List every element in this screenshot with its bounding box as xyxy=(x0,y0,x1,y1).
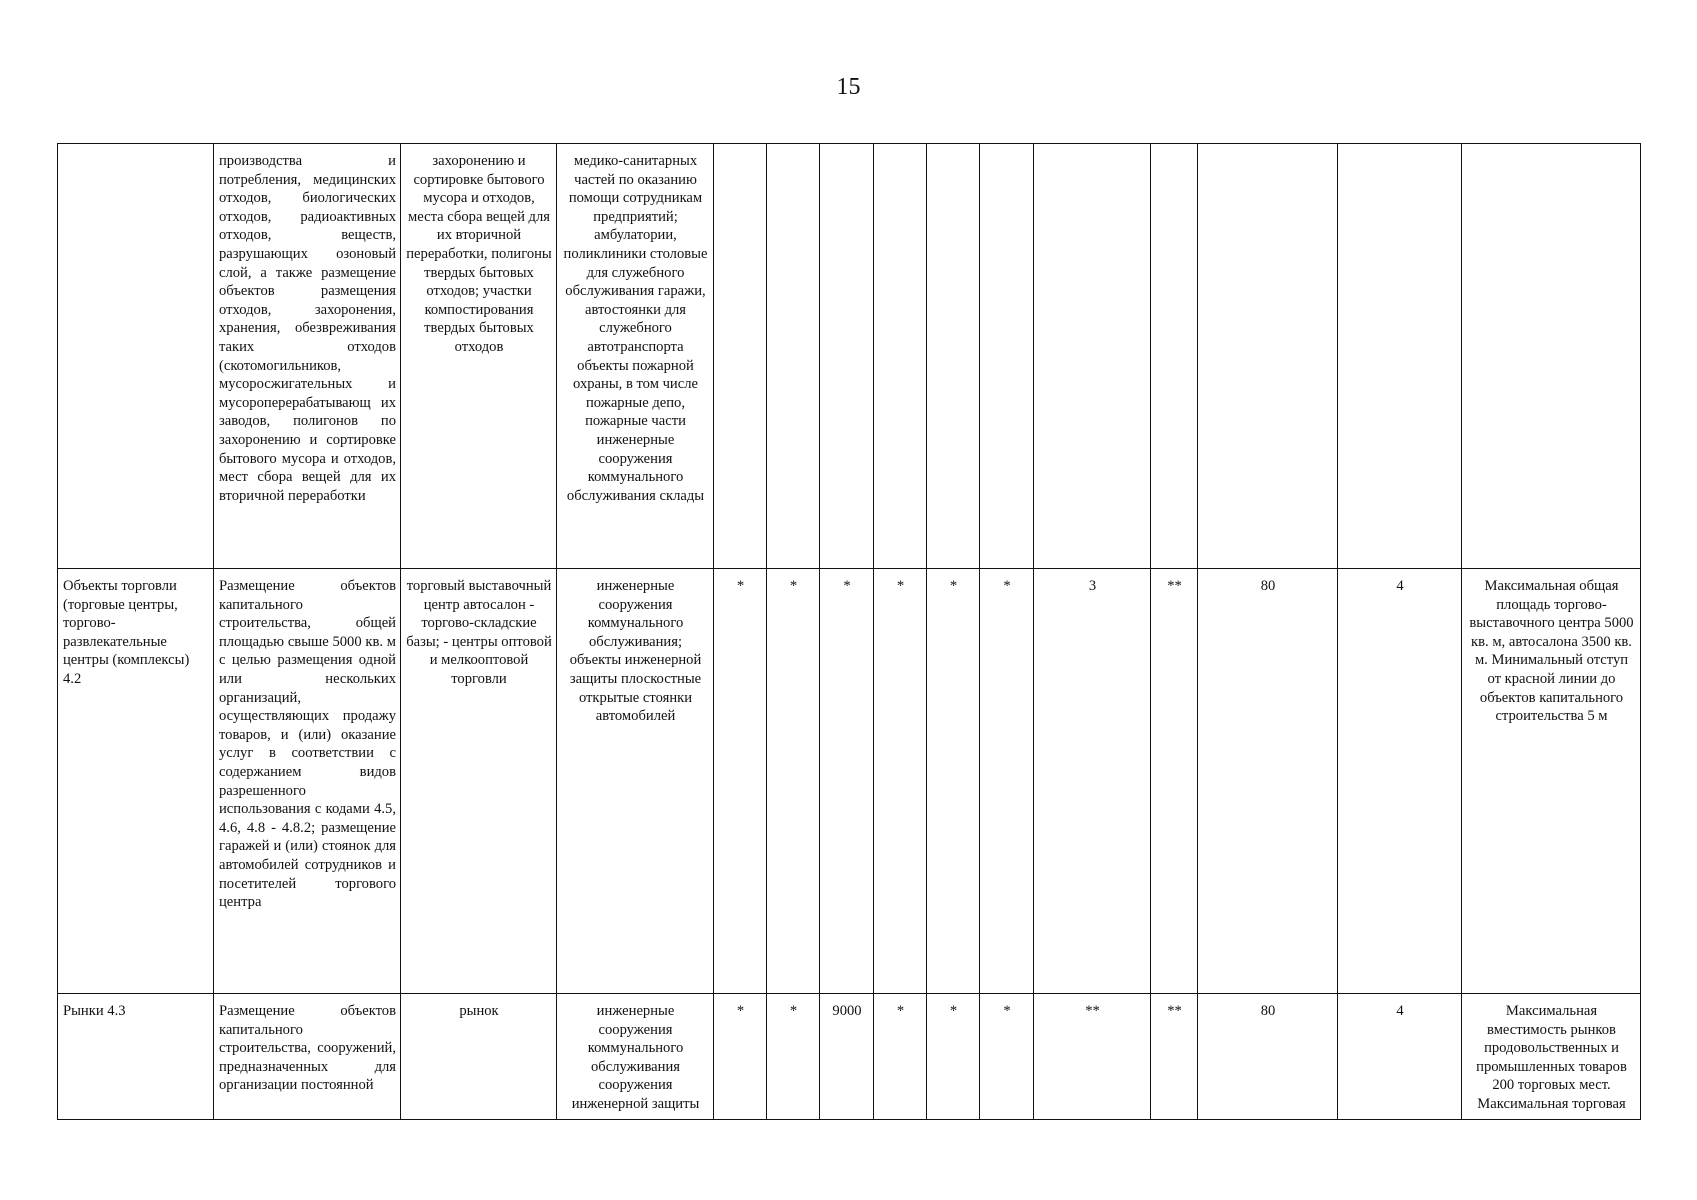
use-description-cell: Размещение объектов капитального строительства, общей площадью свыше 5000 кв. м с целью размещения одной или нескольких организаций, осуществляющих продажу товаров, и (или) оказание услуг в соответствии с содержанием видов разрешенного использования с кодами 4.5, 4.6, 4.8 - 4.8.2; размещение гаражей и (или) стоянок для автомобилей сотрудников и посетителей торгового центра xyxy=(214,569,401,994)
param-cell-2 xyxy=(767,144,820,569)
parking-cell xyxy=(1338,144,1462,569)
table-row xyxy=(58,569,1641,994)
param-cell-5: * xyxy=(927,569,980,994)
use-description-cell: Размещение объектов капитального строительства, сооружений, предназначенных для организации постоянной xyxy=(214,994,401,1120)
table-row xyxy=(58,994,1641,1120)
use-description-cell: производства и потребления, медицинских отходов, биологических отходов, радиоактивных отходов, веществ, разрушающих озоновый слой, а также размещение объектов размещения отходов, захоронения, хранения, обезвреживания таких отходов (скотомогильников, мусоросжигательных и мусороперерабатывающ их заводов, полигонов по захоронению и сортировке бытового мусора и отходов, мест сбора вещей для их вторичной переработки xyxy=(214,144,401,569)
param-cell-4 xyxy=(874,144,927,569)
main-use-cell: рынок xyxy=(401,994,557,1120)
param-cell-1 xyxy=(714,144,767,569)
page-number: 15 xyxy=(836,74,861,100)
auxiliary-use-cell: инженерные сооружения коммунального обслуживания сооружения инженерной защиты xyxy=(557,994,714,1120)
floors-cell xyxy=(1034,144,1151,569)
floors-cell: ** xyxy=(1034,994,1151,1120)
notes-cell xyxy=(1462,144,1641,569)
main-use-cell: захоронению и сортировке бытового мусора и отходов, места сбора вещей для их вторичной переработки, полигоны твердых бытовых отходов; участки компостирования твердых бытовых отходов xyxy=(401,144,557,569)
param-cell-2: * xyxy=(767,994,820,1120)
coverage-cell: 80 xyxy=(1198,994,1338,1120)
param-cell-6: * xyxy=(980,994,1034,1120)
param-cell-5: * xyxy=(927,994,980,1120)
main-use-cell: торговый выставочный центр автосалон - торгово-складские базы; - центры оптовой и мелкооптовой торговли xyxy=(401,569,557,994)
param-cell-2: * xyxy=(767,569,820,994)
param-cell-3: 9000 xyxy=(820,994,874,1120)
param-cell-3 xyxy=(820,144,874,569)
param-cell-1: * xyxy=(714,994,767,1120)
height-cell xyxy=(1151,144,1198,569)
param-cell-6 xyxy=(980,144,1034,569)
parking-cell: 4 xyxy=(1338,994,1462,1120)
param-cell-6: * xyxy=(980,569,1034,994)
param-cell-3: * xyxy=(820,569,874,994)
floors-cell: 3 xyxy=(1034,569,1151,994)
auxiliary-use-cell: инженерные сооружения коммунального обслуживания; объекты инженерной защиты плоскостные открытые стоянки автомобилей xyxy=(557,569,714,994)
param-cell-5 xyxy=(927,144,980,569)
parking-cell: 4 xyxy=(1338,569,1462,994)
notes-cell: Максимальная вместимость рынков продовольственных и промышленных товаров 200 торговых мест. Максимальная торговая xyxy=(1462,994,1641,1120)
auxiliary-use-cell: медико-санитарных частей по оказанию помощи сотрудникам предприятий; амбулатории, поликлиники столовые для служебного обслуживания гаражи, автостоянки для служебного автотранспорта объекты пожарной охраны, в том числе пожарные депо, пожарные части инженерные сооружения коммунального обслуживания склады xyxy=(557,144,714,569)
height-cell: ** xyxy=(1151,994,1198,1120)
use-name-cell: Объекты торговли (торговые центры, торгово-развлекательные центры (комплексы) 4.2 xyxy=(58,569,214,994)
height-cell: ** xyxy=(1151,569,1198,994)
use-name-cell xyxy=(58,144,214,569)
param-cell-1: * xyxy=(714,569,767,994)
param-cell-4: * xyxy=(874,994,927,1120)
use-name-cell: Рынки 4.3 xyxy=(58,994,214,1120)
table-row xyxy=(58,144,1641,569)
param-cell-4: * xyxy=(874,569,927,994)
zoning-regulations-table xyxy=(57,143,1641,1120)
coverage-cell xyxy=(1198,144,1338,569)
notes-cell: Максимальная общая площадь торгово-выставочного центра 5000 кв. м, автосалона 3500 кв. м. Минимальный отступ от красной линии до объектов капитального строительства 5 м xyxy=(1462,569,1641,994)
coverage-cell: 80 xyxy=(1198,569,1338,994)
